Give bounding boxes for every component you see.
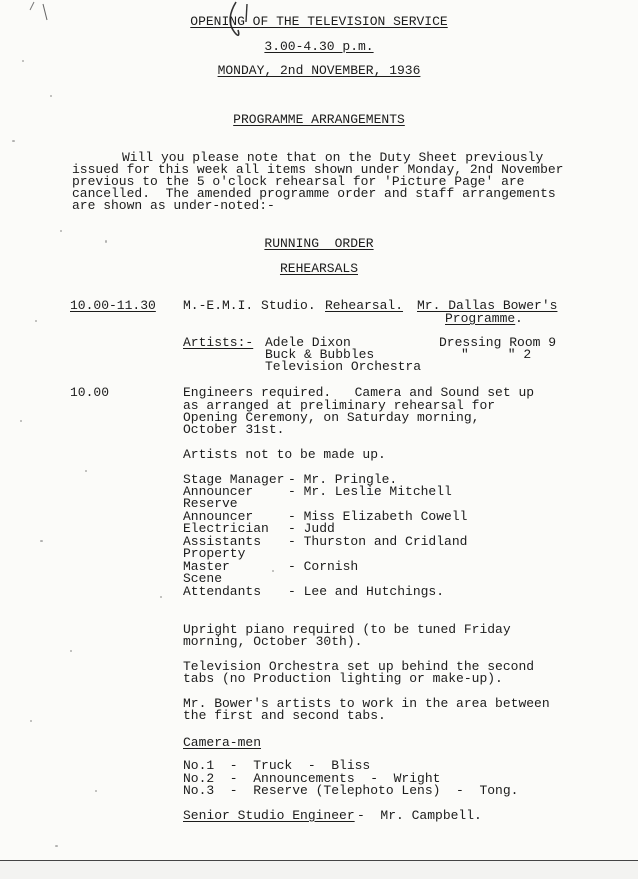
artist-name: Buck & Bubbles: [265, 347, 375, 362]
intro-line: previous to the 5 o'clock rehearsal for 'Picture Page' are: [72, 174, 525, 189]
staff-name: - Cornish: [288, 559, 359, 574]
staff-role: Master: [183, 559, 230, 574]
staff-role: Assistants: [183, 534, 262, 549]
intro-line: are shown as under-noted:-: [72, 198, 275, 213]
section-title: PROGRAMME ARRANGEMENTS: [233, 112, 405, 127]
entry-time: 10.00-11.30: [70, 298, 156, 313]
engineers-line: October 31st.: [183, 422, 285, 437]
staff-name: - Miss Elizabeth Cowell: [288, 509, 468, 524]
camera-man-row: No.1 - Truck - Bliss: [183, 758, 371, 773]
document-title: OPENING OF THE TELEVISION SERVICE: [190, 14, 448, 29]
entry-time: 10.00: [70, 385, 110, 400]
document-date: MONDAY, 2nd NOVEMBER, 1936: [217, 63, 421, 78]
staff-name: - Lee and Hutchings.: [288, 584, 445, 599]
staff-name: - Mr. Leslie Mitchell: [288, 484, 452, 499]
orchestra-note: tabs (no Production lighting or make-up).: [183, 671, 503, 686]
staff-role: Attendants: [183, 584, 262, 599]
entry-studio: M.-E.M.I. Studio.: [183, 298, 316, 313]
staff-name: - Thurston and Cridland: [288, 534, 468, 549]
staff-role: Electrician: [183, 521, 269, 536]
engineers-line: as arranged at preliminary rehearsal for: [183, 398, 496, 413]
piano-note: Upright piano required (to be tuned Friday: [183, 622, 511, 637]
rehearsals-heading: REHEARSALS: [279, 261, 358, 276]
document-page: OPENING OF THE TELEVISION SERVICE 3.00-4.30 p.m. MONDAY, 2nd NOVEMBER, 1936 PROGRAMME ARRANGEMENTS Will you please note that on the Duty Sheet previously issued for this week all items shown under Monday, 2nd November previous to the 5 o'clock rehearsal for 'Picture Page' are cancelled. The amended programme order and staff arrangements are shown as under-noted:- RUNNING ORDER REHEARSALS 10.00-11.30 M.-E.M.I. Studio. Rehearsal. Mr. Dallas Bower's Programme . Artists:- Adele Dixon Buck & Bubbles Television Orchestra Dressing Room 9 " " 2 10.00 Engineers required. Camera and Sound set up as arranged at preliminary rehearsal for Opening Ceremony, on Saturday morning, October 31st. Artists not to be made up. Stage Manager - Mr. Pringle. Announcer - Mr. Leslie Mitchell Reserve Announcer - Miss Elizabeth Cowell Electrician - Judd Assistants - Thurston and Cridland Property Master - Cornish Scene Attendants - Lee and Hutchings. Upright piano required (to be tuned Friday morning, October 30th). Television Orchestra set up behind the second tabs (no Production lighting or make-up). Mr. Bower's artists to work in the area between the first and second tabs. Camera-men No.1 - Truck - Bliss No.2 - Announcements - Wright No.3 - Reserve (Telephoto Lens) - Tong. Senior Studio Engineer - Mr. Campbell.: [0, 0, 638, 878]
camera-man-row: No.3 - Reserve (Telephoto Lens) - Tong.: [183, 783, 519, 798]
bower-note: Mr. Bower's artists to work in the area between: [183, 696, 550, 711]
artists-label: Artists:-: [183, 335, 254, 350]
staff-role: Scene: [183, 571, 223, 586]
dressing-room-1: Dressing Room 9: [439, 335, 557, 350]
dressing-room-2: " " 2: [461, 347, 532, 362]
not-made-up-note: Artists not to be made up.: [183, 447, 386, 462]
intro-line: cancelled. The amended programme order and staff arrangements: [72, 186, 556, 201]
running-order-heading: RUNNING ORDER: [264, 236, 374, 251]
intro-line: issued for this week all items shown under Monday, 2nd November: [72, 162, 564, 177]
bower-note: the first and second tabs.: [183, 708, 386, 723]
staff-role: Stage Manager: [183, 472, 285, 487]
artist-name: Adele Dixon: [265, 335, 351, 350]
camera-men-label: Camera-men: [183, 735, 262, 750]
document-time: 3.00-4.30 p.m.: [264, 39, 374, 54]
staff-role: Announcer: [183, 509, 254, 524]
senior-engineer-label: Senior Studio Engineer: [183, 808, 355, 823]
staff-role: Property: [183, 546, 246, 561]
engineers-line: Opening Ceremony, on Saturday morning,: [183, 410, 480, 425]
staff-role: Reserve: [183, 496, 238, 511]
staff-name: - Mr. Pringle.: [288, 472, 398, 487]
camera-man-row: No.2 - Announcements - Wright: [183, 771, 441, 786]
staff-role: Announcer: [183, 484, 254, 499]
artist-name: Television Orchestra: [265, 359, 422, 374]
entry-programme-line-1: Mr. Dallas Bower's: [417, 298, 558, 313]
senior-engineer-name: - Mr. Campbell.: [357, 808, 482, 823]
engineers-line: Engineers required. Camera and Sound set up: [183, 385, 535, 400]
piano-note: morning, October 30th).: [183, 634, 363, 649]
page-bottom-edge: [0, 860, 638, 879]
intro-line: Will you please note that on the Duty Sheet previously: [122, 150, 544, 165]
staff-name: - Judd: [288, 521, 335, 536]
orchestra-note: Television Orchestra set up behind the second: [183, 659, 535, 674]
entry-rehearsal: Rehearsal.: [325, 298, 404, 313]
entry-programme-line-2: Programme: [445, 311, 516, 326]
